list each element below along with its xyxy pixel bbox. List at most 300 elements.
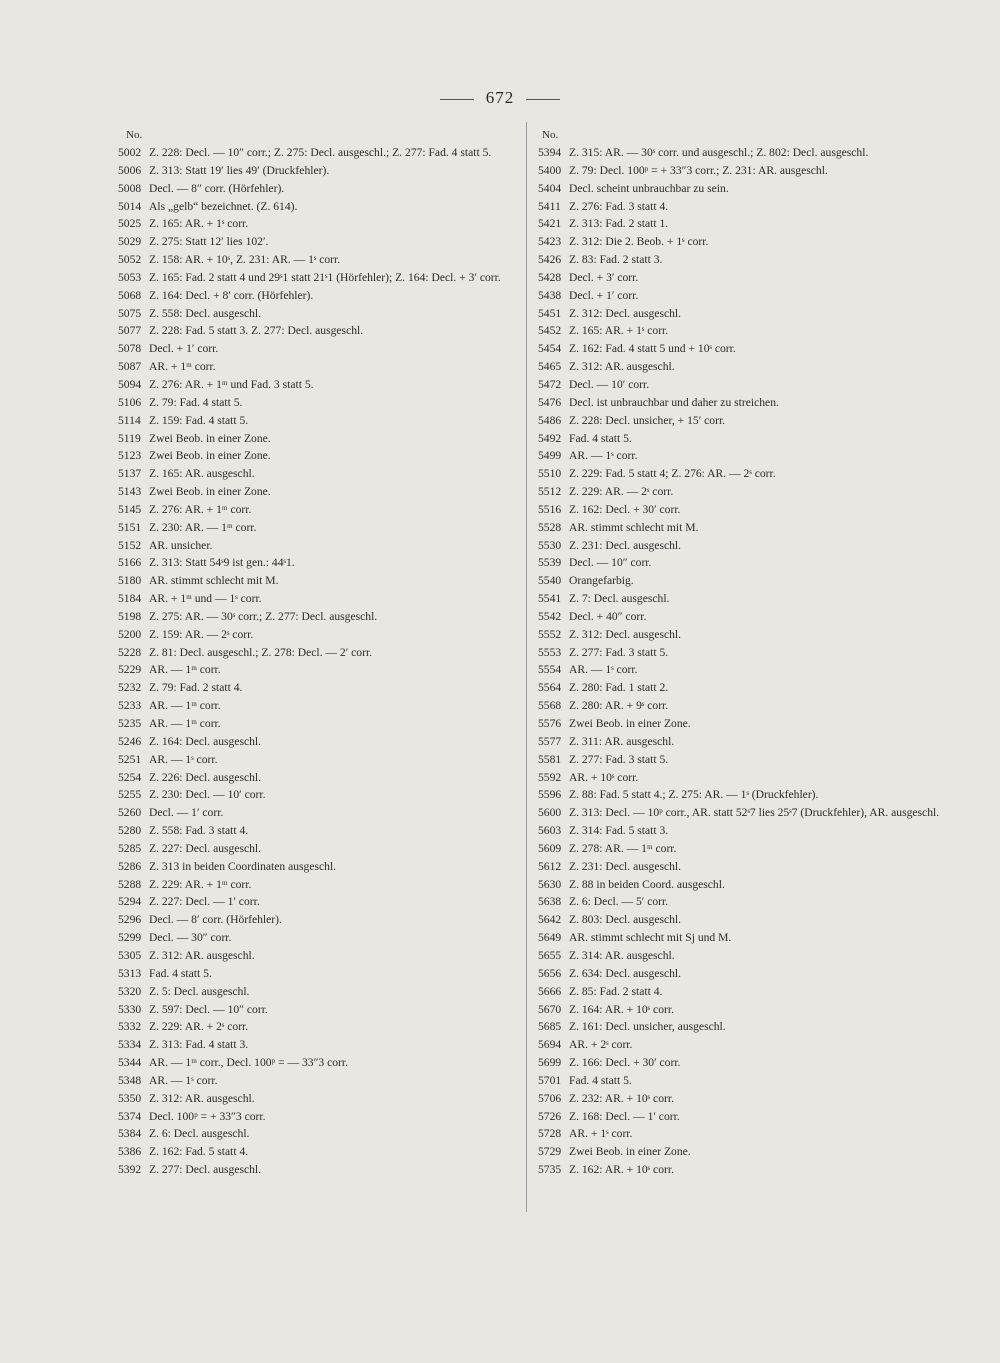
entry-text: Z. 229: AR. + 1ᵐ corr. xyxy=(149,877,252,891)
entry-row xyxy=(538,822,958,840)
entry-number: 5553 xyxy=(538,645,562,659)
entry-text: Decl. — 1′ corr. xyxy=(149,806,224,820)
entry-row xyxy=(538,340,958,358)
entry-row xyxy=(538,608,958,626)
entry-text: AR. + 2ˢ corr. xyxy=(569,1038,633,1052)
entry-row xyxy=(118,1036,518,1054)
entry-row xyxy=(538,162,958,180)
entry-number: 5421 xyxy=(538,217,562,231)
entry-row xyxy=(118,626,518,644)
entry-row xyxy=(118,661,518,679)
entry-text: Zwei Beob. in einer Zone. xyxy=(149,449,271,463)
entry-number: 5305 xyxy=(118,948,142,962)
entry-number: 5151 xyxy=(118,520,142,534)
entry-text: Z. 276: Fad. 3 statt 4. xyxy=(569,199,669,213)
entry-text: AR. + 1ᵐ und — 1ˢ corr. xyxy=(149,592,262,606)
entry-text: Z. 166: Decl. + 30′ corr. xyxy=(569,1056,681,1070)
entry-number: 5152 xyxy=(118,538,142,552)
entry-text: AR. unsicher. xyxy=(149,538,213,552)
entry-text: Z. 7: Decl. ausgeschl. xyxy=(569,592,670,606)
entry-number: 5694 xyxy=(538,1038,562,1052)
entry-number: 5438 xyxy=(538,288,562,302)
entry-text: Decl. + 40″ corr. xyxy=(569,609,647,623)
entry-number: 5280 xyxy=(118,824,142,838)
entry-text: Z. 165: AR. ausgeschl. xyxy=(149,467,255,481)
entry-number: 5428 xyxy=(538,270,562,284)
entry-number: 5251 xyxy=(118,752,142,766)
entry-text: Z. 88: Fad. 5 statt 4.; Z. 275: AR. — 1ˢ (Druckfehler). xyxy=(569,788,819,802)
entry-text: Z. 227: Decl. — 1′ corr. xyxy=(149,895,260,909)
entry-row xyxy=(118,947,518,965)
entry-number: 5313 xyxy=(118,966,142,980)
entry-text: Z. 312: AR. ausgeschl. xyxy=(149,1091,255,1105)
entry-number: 5516 xyxy=(538,502,562,516)
entry-number: 5348 xyxy=(118,1073,142,1087)
entry-text: Z. 6: Decl. ausgeschl. xyxy=(149,1127,250,1141)
entry-row xyxy=(118,465,518,483)
entry-text: Decl. — 8″ corr. (Hörfehler). xyxy=(149,181,285,195)
entry-row xyxy=(538,501,958,519)
entry-number: 5528 xyxy=(538,520,562,534)
entry-row xyxy=(118,697,518,715)
entry-text: Fad. 4 statt 5. xyxy=(569,431,632,445)
entry-row xyxy=(538,715,958,733)
entry-row xyxy=(118,554,518,572)
entry-text: Z. 277: Decl. ausgeschl. xyxy=(149,1163,262,1177)
entry-number: 5029 xyxy=(118,235,142,249)
entry-row xyxy=(118,340,518,358)
entry-text: Z. 165: AR. + 1ˢ corr. xyxy=(569,324,669,338)
entry-number: 5332 xyxy=(118,1020,142,1034)
entry-number: 5392 xyxy=(118,1163,142,1177)
entry-row xyxy=(538,697,958,715)
entry-text: Z. 228: Decl. — 10″ corr.; Z. 275: Decl. ausgeschl.; Z. 277: Fad. 4 statt 5. xyxy=(149,146,492,159)
entry-row xyxy=(118,376,518,394)
entry-text: Z. 315: AR. — 30ˢ corr. und ausgeschl.; Z. 802: Decl. ausgeschl. xyxy=(569,146,869,159)
entry-text: Z. 277: Fad. 3 statt 5. xyxy=(569,645,669,659)
entry-number: 5254 xyxy=(118,770,142,784)
entry-text: Z. 227: Decl. ausgeschl. xyxy=(149,841,262,855)
page-number-text: 672 xyxy=(485,88,515,107)
entry-text: Zwei Beob. in einer Zone. xyxy=(149,485,271,499)
entry-number: 5726 xyxy=(538,1109,562,1123)
entry-text: AR. — 1ᵐ corr. xyxy=(149,699,221,713)
entry-text: Z. 232: AR. + 10ˢ corr. xyxy=(569,1091,674,1105)
entry-number: 5638 xyxy=(538,895,562,909)
entry-text: Z. 313: Fad. 4 statt 3. xyxy=(149,1038,249,1052)
entry-row xyxy=(538,947,958,965)
entry-number: 5008 xyxy=(118,181,142,195)
entry-number: 5592 xyxy=(538,770,562,784)
entry-text: Z. 312: Die 2. Beob. + 1ˢ corr. xyxy=(569,235,709,249)
entry-text: AR. — 1ˢ corr. xyxy=(569,663,638,677)
entry-text: Z. 311: AR. ausgeschl. xyxy=(569,734,675,748)
entry-text: Z. 597: Decl. — 10″ corr. xyxy=(149,1002,268,1016)
entry-text: Z. 168: Decl. — 1′ corr. xyxy=(569,1109,680,1123)
entry-row xyxy=(118,305,518,323)
entry-row xyxy=(118,1054,518,1072)
entry-text: AR. + 1ᵐ corr. xyxy=(149,360,216,374)
entry-row xyxy=(538,269,958,287)
entry-text: Z. 312: Decl. ausgeschl. xyxy=(569,627,682,641)
entry-number: 5285 xyxy=(118,841,142,855)
entry-row xyxy=(538,233,958,251)
entry-text: Z. 6: Decl. — 5′ corr. xyxy=(569,895,669,909)
entry-number: 5649 xyxy=(538,931,562,945)
entry-text: Zwei Beob. in einer Zone. xyxy=(569,717,691,730)
entry-number: 5656 xyxy=(538,966,562,980)
entry-text: Z. 164: Decl. ausgeschl. xyxy=(149,734,262,748)
entry-text: Z. 85: Fad. 2 statt 4. xyxy=(569,984,663,998)
entry-number: 5404 xyxy=(538,181,562,195)
entry-text: Z. 558: Decl. ausgeschl. xyxy=(149,306,262,320)
entry-row xyxy=(118,251,518,269)
entry-row xyxy=(538,358,958,376)
entry-row xyxy=(538,893,958,911)
entry-row xyxy=(538,322,958,340)
entry-text: Z. 314: Fad. 5 statt 3. xyxy=(569,824,669,838)
entry-text: Z. 276: AR. + 1ᵐ corr. xyxy=(149,502,252,516)
entry-number: 5334 xyxy=(118,1038,142,1052)
entry-row xyxy=(118,430,518,448)
entry-text: Decl. — 10′ corr. xyxy=(569,377,650,391)
entry-text: Z. 229: AR. — 2ˢ corr. xyxy=(569,485,674,499)
entry-text: AR. + 10ˢ corr. xyxy=(569,770,639,784)
entry-text: AR. + 1ˢ corr. xyxy=(569,1127,633,1141)
entry-row xyxy=(118,679,518,697)
entry-row xyxy=(538,1125,958,1143)
entry-number: 5114 xyxy=(118,413,141,427)
entry-number: 5699 xyxy=(538,1056,562,1070)
entry-number: 5512 xyxy=(538,485,562,499)
entry-number: 5510 xyxy=(538,467,562,481)
entry-text: Fad. 4 statt 5. xyxy=(149,966,212,980)
entry-number: 5530 xyxy=(538,538,562,552)
entry-number: 5564 xyxy=(538,681,562,695)
entry-row xyxy=(538,661,958,679)
entry-text: Z. 164: Decl. + 8′ corr. (Hörfehler). xyxy=(149,288,314,302)
entry-row xyxy=(538,590,958,608)
entry-number: 5735 xyxy=(538,1163,562,1177)
entry-number: 5002 xyxy=(118,146,142,159)
entry-number: 5344 xyxy=(118,1056,142,1070)
entry-number: 5075 xyxy=(118,306,142,320)
entry-number: 5386 xyxy=(118,1145,142,1159)
entry-text: Z. 165: Fad. 2 statt 4 und 29ˢ1 statt 21ˢ1 (Hörfehler); Z. 164: Decl. + 3′ corr. xyxy=(149,270,501,284)
entry-text: AR. stimmt schlecht mit Sj und M. xyxy=(569,931,732,945)
entry-number: 5229 xyxy=(118,663,142,677)
left-column xyxy=(118,126,518,1179)
entry-text: Z. 162: AR. + 10ˢ corr. xyxy=(569,1163,674,1177)
entry-text: Z. 164: AR. + 10ˢ corr. xyxy=(569,1002,674,1016)
entry-number: 5014 xyxy=(118,199,142,213)
entry-row xyxy=(538,1001,958,1019)
entry-text: Z. 159: AR. — 2ˢ corr. xyxy=(149,627,254,641)
entry-row xyxy=(118,1143,518,1161)
entry-row xyxy=(118,358,518,376)
entry-text: Z. 313: Statt 54ˢ9 ist gen.: 44ˢ1. xyxy=(149,556,295,570)
entry-row xyxy=(118,233,518,251)
entry-row xyxy=(118,162,518,180)
entry-text: AR. — 1ˢ corr. xyxy=(149,1073,218,1087)
entry-text: AR. stimmt schlecht mit M. xyxy=(149,574,279,588)
entry-row xyxy=(538,430,958,448)
entry-number: 5465 xyxy=(538,360,562,374)
entry-row xyxy=(118,929,518,947)
entry-number: 5053 xyxy=(118,270,142,284)
entry-text: Z. 277: Fad. 3 statt 5. xyxy=(569,752,669,766)
entry-row xyxy=(118,893,518,911)
entry-row xyxy=(118,804,518,822)
entry-text: Z. 278: AR. — 1ᵐ corr. xyxy=(569,841,677,855)
entry-text: Z. 229: Fad. 5 statt 4; Z. 276: AR. — 2ˢ corr. xyxy=(569,467,776,481)
entry-row xyxy=(118,786,518,804)
entry-row xyxy=(118,1018,518,1036)
entry-text: Z. 226: Decl. ausgeschl. xyxy=(149,770,262,784)
entry-number: 5296 xyxy=(118,913,142,927)
entry-text: Z. 313: Decl. — 10ᵖ corr., AR. statt 52ˢ7 lies 25ˢ7 (Druckfehler), AR. ausgeschl. xyxy=(569,806,940,820)
entry-row xyxy=(538,858,958,876)
entry-row xyxy=(118,769,518,787)
entry-number: 5541 xyxy=(538,592,562,606)
entry-row xyxy=(538,644,958,662)
entry-row xyxy=(538,1161,958,1179)
entry-text: Fad. 4 statt 5. xyxy=(569,1073,632,1087)
entry-text: Als „gelb“ bezeichnet. (Z. 614). xyxy=(149,199,298,213)
entry-number: 5320 xyxy=(118,984,142,998)
entry-number: 5374 xyxy=(118,1109,142,1123)
entry-row xyxy=(118,1001,518,1019)
page-number-dash-right xyxy=(526,99,560,100)
entry-text: Z. 231: Decl. ausgeschl. xyxy=(569,859,682,873)
entry-text: Zwei Beob. in einer Zone. xyxy=(569,1145,691,1159)
entry-number: 5423 xyxy=(538,235,562,249)
entry-row xyxy=(118,1090,518,1108)
entry-row xyxy=(118,447,518,465)
entry-number: 5701 xyxy=(538,1073,562,1087)
entry-text: AR. — 1ᵐ corr., Decl. 100ᵖ = — 33″3 corr. xyxy=(149,1056,349,1070)
entry-text: Z. 162: Fad. 5 statt 4. xyxy=(149,1145,249,1159)
entry-number: 5630 xyxy=(538,877,562,891)
entry-text: Z. 230: Decl. — 10′ corr. xyxy=(149,788,266,802)
entry-text: Z. 634: Decl. ausgeschl. xyxy=(569,966,682,980)
entry-text: Z. 314: AR. ausgeschl. xyxy=(569,948,675,962)
left-column-entries xyxy=(118,144,518,1179)
entry-row xyxy=(538,376,958,394)
entry-row xyxy=(118,287,518,305)
entry-text: Zwei Beob. in einer Zone. xyxy=(149,431,271,445)
entry-number: 5486 xyxy=(538,413,562,427)
entry-text: Z. 228: Fad. 5 statt 3. Z. 277: Decl. ausgeschl. xyxy=(149,324,364,338)
entry-row xyxy=(538,465,958,483)
entry-row xyxy=(538,519,958,537)
entry-number: 5552 xyxy=(538,627,562,641)
entry-number: 5596 xyxy=(538,788,562,802)
entry-number: 5198 xyxy=(118,609,142,623)
entry-number: 5235 xyxy=(118,717,142,730)
entry-number: 5052 xyxy=(118,253,142,267)
entry-number: 5119 xyxy=(118,431,141,445)
entry-text: Z. 162: Fad. 4 statt 5 und + 10ˢ corr. xyxy=(569,342,736,356)
entry-number: 5094 xyxy=(118,377,142,391)
entry-row xyxy=(538,733,958,751)
entry-row xyxy=(538,983,958,1001)
entry-number: 5454 xyxy=(538,342,562,356)
entry-number: 5233 xyxy=(118,699,142,713)
entry-row xyxy=(538,769,958,787)
left-column-header: No. xyxy=(126,129,143,141)
entry-row xyxy=(118,822,518,840)
entry-number: 5542 xyxy=(538,609,562,623)
entry-row xyxy=(118,751,518,769)
entry-row xyxy=(538,447,958,465)
entry-row xyxy=(538,1018,958,1036)
entry-number: 5106 xyxy=(118,395,142,409)
entry-row xyxy=(538,1090,958,1108)
entry-row xyxy=(538,483,958,501)
entry-text: Z. 276: AR. + 1ᵐ und Fad. 3 statt 5. xyxy=(149,377,314,391)
entry-text: Z. 280: Fad. 1 statt 2. xyxy=(569,681,669,695)
entry-text: Decl. 100ᵖ = + 33″3 corr. xyxy=(149,1109,266,1123)
entry-number: 5299 xyxy=(118,931,142,945)
entry-row xyxy=(538,840,958,858)
entry-number: 5600 xyxy=(538,806,562,820)
entry-row xyxy=(538,929,958,947)
entry-text: Z. 312: Decl. ausgeschl. xyxy=(569,306,682,320)
entry-text: Z. 230: AR. — 1ᵐ corr. xyxy=(149,520,257,534)
entry-text: Z. 312: AR. ausgeschl. xyxy=(569,360,675,374)
entry-number: 5685 xyxy=(538,1020,562,1034)
entry-row xyxy=(538,144,958,162)
entry-row xyxy=(118,590,518,608)
entry-text: Z. 79: Fad. 2 statt 4. xyxy=(149,681,243,695)
entry-row xyxy=(118,715,518,733)
entry-text: Decl. — 10″ corr. xyxy=(569,556,652,570)
right-column xyxy=(538,126,958,1179)
entry-number: 5729 xyxy=(538,1145,562,1159)
entry-row xyxy=(538,394,958,412)
entry-number: 5451 xyxy=(538,306,562,320)
entry-number: 5609 xyxy=(538,841,562,855)
entry-row xyxy=(118,858,518,876)
entry-row xyxy=(118,1072,518,1090)
entry-row xyxy=(538,876,958,894)
entry-text: Z. 231: Decl. ausgeschl. xyxy=(569,538,682,552)
entry-number: 5706 xyxy=(538,1091,562,1105)
entry-row xyxy=(538,412,958,430)
entry-text: Z. 280: AR. + 9ˢ corr. xyxy=(569,699,669,713)
entry-text: Z. 158: AR. + 10ˢ, Z. 231: AR. — 1ˢ corr. xyxy=(149,253,341,267)
entry-text: AR. — 1ˢ corr. xyxy=(149,752,218,766)
entry-row xyxy=(538,1143,958,1161)
entry-text: Decl. ist unbrauchbar und daher zu streichen. xyxy=(569,395,779,409)
entry-row xyxy=(118,412,518,430)
entry-text: Decl. + 1′ corr. xyxy=(149,342,219,356)
entry-row xyxy=(538,287,958,305)
entry-number: 5554 xyxy=(538,663,562,677)
entry-text: AR. stimmt schlecht mit M. xyxy=(569,520,699,534)
right-column-entries xyxy=(538,144,958,1179)
entry-text: Decl. + 1′ corr. xyxy=(569,288,639,302)
entry-text: Decl. + 3′ corr. xyxy=(569,270,639,284)
entry-row xyxy=(538,679,958,697)
entry-number: 5078 xyxy=(118,342,142,356)
entry-text: Z. 81: Decl. ausgeschl.; Z. 278: Decl. — 2′ corr. xyxy=(149,645,373,659)
entry-row xyxy=(118,876,518,894)
entry-row xyxy=(118,608,518,626)
entry-row xyxy=(538,1108,958,1126)
entry-number: 5411 xyxy=(538,199,561,213)
entry-number: 5087 xyxy=(118,360,142,374)
entry-row xyxy=(538,198,958,216)
entry-number: 5184 xyxy=(118,592,142,606)
entry-number: 5137 xyxy=(118,467,142,481)
entry-number: 5228 xyxy=(118,645,142,659)
entry-text: AR. — 1ᵐ corr. xyxy=(149,663,221,677)
entry-row xyxy=(538,572,958,590)
entry-text: Z. 313: Statt 19′ lies 49′ (Druckfehler). xyxy=(149,163,330,177)
entry-number: 5255 xyxy=(118,788,142,802)
entry-text: Z. 165: AR. + 1ˢ corr. xyxy=(149,217,249,231)
entry-row xyxy=(118,198,518,216)
entry-number: 5145 xyxy=(118,502,142,516)
entry-row xyxy=(538,804,958,822)
entry-number: 5232 xyxy=(118,681,142,695)
entry-row xyxy=(538,554,958,572)
entry-row xyxy=(118,322,518,340)
entry-text: Z. 275: Statt 12′ lies 102′. xyxy=(149,235,269,249)
entry-number: 5472 xyxy=(538,377,562,391)
entry-text: Decl. — 30″ corr. xyxy=(149,931,232,945)
entry-number: 5025 xyxy=(118,217,142,231)
entry-row xyxy=(538,537,958,555)
entry-text: Z. 79: Decl. 100ᵖ = + 33″3 corr.; Z. 231: AR. ausgeschl. xyxy=(569,163,828,177)
entry-text: Z. 313 in beiden Coordinaten ausgeschl. xyxy=(149,859,337,873)
entry-number: 5068 xyxy=(118,288,142,302)
entry-row xyxy=(538,626,958,644)
column-divider xyxy=(526,122,527,1212)
entry-number: 5603 xyxy=(538,824,562,838)
entry-number: 5576 xyxy=(538,717,562,730)
entry-row xyxy=(538,786,958,804)
entry-number: 5492 xyxy=(538,431,562,445)
entry-text: Z. 275: AR. — 30ˢ corr.; Z. 277: Decl. ausgeschl. xyxy=(149,609,378,623)
entry-text: Z. 313: Fad. 2 statt 1. xyxy=(569,217,669,231)
entry-row xyxy=(538,1054,958,1072)
entry-number: 5540 xyxy=(538,574,562,588)
entry-text: Decl. — 8′ corr. (Hörfehler). xyxy=(149,913,282,927)
entry-number: 5384 xyxy=(118,1127,142,1141)
entry-text: Z. 228: Decl. unsicher, + 15′ corr. xyxy=(569,413,726,427)
entry-row xyxy=(538,911,958,929)
entry-row xyxy=(118,644,518,662)
entry-row xyxy=(538,751,958,769)
entry-number: 5260 xyxy=(118,806,142,820)
entry-row xyxy=(118,501,518,519)
entry-number: 5200 xyxy=(118,627,142,641)
entry-row xyxy=(538,1036,958,1054)
entry-number: 5568 xyxy=(538,699,562,713)
entry-number: 5143 xyxy=(118,485,142,499)
entry-number: 5452 xyxy=(538,324,562,338)
entry-number: 5666 xyxy=(538,984,562,998)
entry-number: 5577 xyxy=(538,734,562,748)
entry-row xyxy=(538,180,958,198)
entry-row xyxy=(118,965,518,983)
entry-row xyxy=(118,180,518,198)
entry-number: 5670 xyxy=(538,1002,562,1016)
entry-number: 5539 xyxy=(538,556,562,570)
